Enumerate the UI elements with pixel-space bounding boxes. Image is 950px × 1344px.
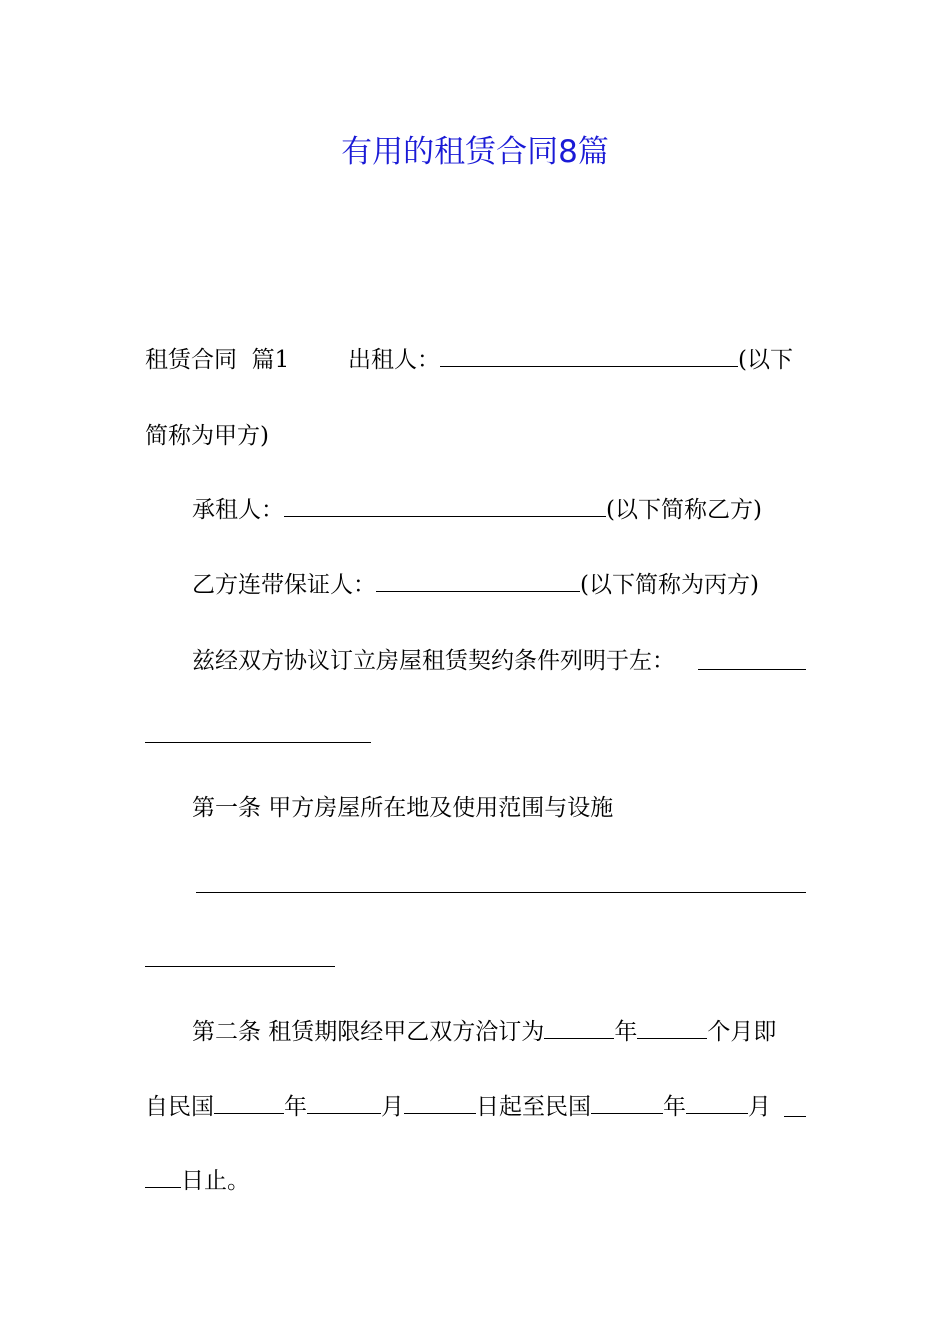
lessee-label: 承租人： <box>192 497 284 523</box>
lease-months-blank <box>637 1016 707 1039</box>
document-title: 有用的租赁合同8篇 <box>341 134 609 170</box>
agreement-line <box>192 645 675 677</box>
article-1: 第一条 甲方房屋所在地及使用范围与设施 <box>192 795 614 821</box>
article-2-text: 第二条 租赁期限经甲乙双方洽订为 <box>192 1019 545 1045</box>
agreement-text: 兹经双方协议订立房屋租赁契约条件列明于左： <box>192 648 675 674</box>
start-year-blank <box>214 1091 284 1114</box>
guarantor-line <box>192 569 759 601</box>
month-label-3: 月 <box>748 1094 771 1120</box>
from-text: 自民国 <box>145 1094 214 1120</box>
year-label-1: 年 <box>614 1019 638 1045</box>
guarantor-label: 乙方连带保证人： <box>192 572 376 598</box>
article-1-blank-cont <box>145 966 335 967</box>
article-1-blank <box>196 892 806 893</box>
lessor-label: 出租人： <box>348 347 440 373</box>
lessee-line <box>192 494 762 526</box>
article-2-line-1 <box>192 1016 776 1048</box>
lessee-blank <box>284 494 606 517</box>
lessor-suffix-cont: 简称为甲方) <box>145 423 269 449</box>
agreement-blank-cont <box>145 742 371 743</box>
day-to-text: 日起至民国 <box>476 1094 591 1120</box>
start-month-blank <box>307 1091 381 1114</box>
lease-years-blank <box>544 1016 614 1039</box>
year-label-3: 年 <box>663 1094 686 1120</box>
lessor-blank <box>440 344 738 367</box>
end-text: 日止。 <box>181 1168 250 1194</box>
lessor-field <box>348 344 793 376</box>
end-day-blank-cont <box>145 1165 181 1188</box>
lessor-suffix: (以下 <box>738 347 793 373</box>
article-2-line-2 <box>145 1091 771 1123</box>
article-2-line-3 <box>145 1165 250 1197</box>
guarantor-suffix: (以下简称为丙方) <box>580 572 759 598</box>
guarantor-blank <box>376 569 580 592</box>
start-day-blank <box>404 1091 476 1114</box>
year-label-2: 年 <box>284 1094 307 1120</box>
contract-heading: 租赁合同 篇1 <box>145 347 290 373</box>
months-text: 个月即 <box>707 1019 777 1045</box>
end-year-blank <box>591 1091 663 1114</box>
lessor-line <box>145 344 289 376</box>
end-day-blank <box>784 1116 806 1117</box>
lessee-suffix: (以下简称乙方) <box>606 497 762 523</box>
end-month-blank <box>686 1091 748 1114</box>
month-label-2: 月 <box>381 1094 404 1120</box>
agreement-blank <box>698 669 806 670</box>
